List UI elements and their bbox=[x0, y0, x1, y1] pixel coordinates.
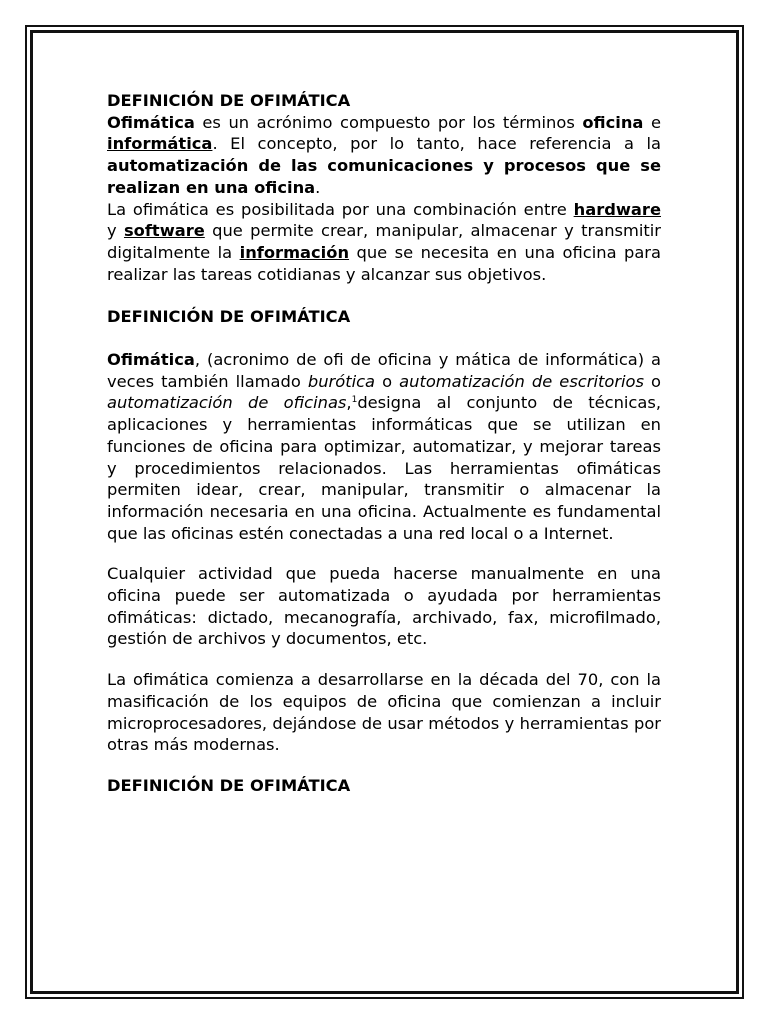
text-span: o bbox=[643, 371, 662, 391]
section-heading-2: DEFINICIÓN DE OFIMÁTICA bbox=[107, 307, 351, 327]
text-span: es un acrónimo compuesto por los términos bbox=[194, 112, 583, 132]
section-heading-3: DEFINICIÓN DE OFIMÁTICA bbox=[107, 775, 351, 795]
term-ofimatica: Ofimática bbox=[107, 112, 195, 132]
link-software[interactable]: software bbox=[123, 221, 205, 241]
text-span: o bbox=[375, 371, 400, 391]
term-burotica: burótica bbox=[307, 371, 376, 391]
link-informacion[interactable]: información bbox=[239, 242, 350, 262]
text-span: . bbox=[315, 177, 321, 197]
text-span: e bbox=[643, 112, 661, 132]
document-body bbox=[107, 90, 661, 797]
paragraph-actividades: Cualquier actividad que pueda hacerse manualmente en una oficina puede ser automatizada o ayudada por herramientas ofimáticas: dictado, mecanografía, archivado, fax, microfilmado, gestión de archivos y documentos, etc. bbox=[107, 564, 661, 649]
text-span: . El concepto, por lo tanto, hace referencia a la bbox=[212, 134, 661, 154]
text-span: designa al conjunto de técnicas, aplicaciones y herramientas informáticas que se utilizan en funciones de oficina para optimizar, automatizar, y mejorar tareas y procedimientos relacionados. Las herramientas ofimáticas permiten idear, crear, manipular, transmitir o almacenar la información necesaria en una oficina. Actualmente es fundamental que las oficinas estén conectadas a una red local o a Internet. bbox=[107, 393, 661, 543]
text-span: La ofimática es posibilitada por una combinación entre bbox=[107, 199, 574, 219]
text-span: , bbox=[346, 393, 352, 413]
phrase-automatizacion: automatización de las comunicaciones y procesos que se realizan en una oficina bbox=[107, 156, 661, 197]
text-span: que se necesita en una oficina para realizar las tareas cotidianas y alcanzar sus objetivos. bbox=[107, 242, 661, 284]
paragraph-ofimatica-acronimo bbox=[107, 349, 661, 544]
text-span: , (acronimo de ofi de oficina y mática de informática) a veces también llamado bbox=[107, 350, 661, 391]
footnote-marker[interactable]: 1 bbox=[351, 395, 358, 406]
term-automatizacion-oficinas: automatización de oficinas bbox=[107, 393, 347, 413]
term-ofimatica: Ofimática bbox=[107, 350, 195, 370]
section-heading-1: DEFINICIÓN DE OFIMÁTICA bbox=[107, 91, 351, 110]
link-informatica[interactable]: informática bbox=[107, 134, 213, 154]
word-oficina: oficina bbox=[582, 112, 644, 132]
link-hardware[interactable]: hardware bbox=[573, 199, 661, 219]
text-span: y bbox=[107, 221, 124, 241]
paragraph-historia: La ofimática comienza a desarrollarse en la década del 70, con la masificación de los equipos de oficina que comienzan a incluir microprocesadores, dejándose de usar métodos y herramientas por otras más modernas. bbox=[107, 670, 661, 755]
paragraph-definition-1 bbox=[107, 112, 661, 199]
text-span: que permite crear, manipular, almacenar y transmitir digitalmente la bbox=[107, 221, 661, 262]
term-automatizacion-escritorios: automatización de escritorios bbox=[399, 371, 644, 391]
paragraph-definition-2 bbox=[107, 199, 661, 286]
